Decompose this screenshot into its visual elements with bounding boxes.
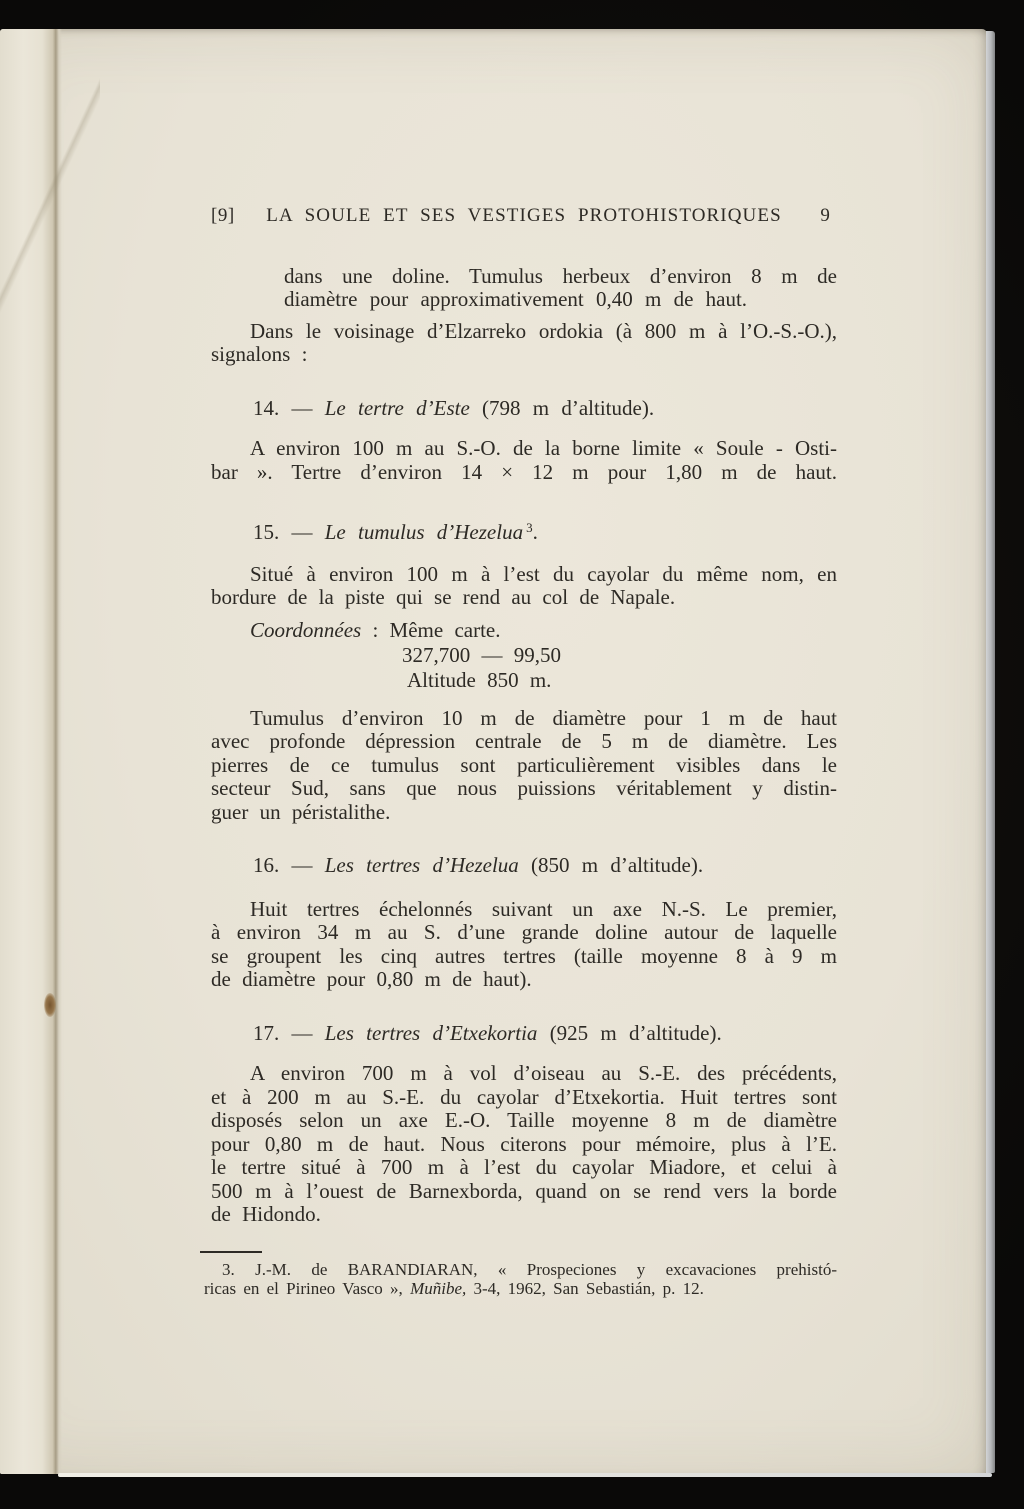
text-line: le tertre situé à 700 m à l’est du cayolar Miadore, et celui à xyxy=(211,1155,837,1179)
text-line: pour 0,80 m de haut. Nous citerons pour mémoire, plus à l’E. xyxy=(211,1131,837,1156)
page-stack-edge xyxy=(986,31,995,1473)
paragraph-intro xyxy=(211,320,837,367)
footnote xyxy=(204,1251,837,1299)
text-line: de Hidondo. xyxy=(211,1202,321,1226)
paragraph-section-15-description xyxy=(211,707,837,825)
text-line: A environ 100 m au S.-O. de la borne limite « Soule - Osti- xyxy=(250,436,837,460)
footnote-rule xyxy=(200,1251,262,1253)
header-bracket-number: [9] xyxy=(211,205,235,226)
footnote-text: 3-4, 1962, San Sebastián, p. 12. xyxy=(466,1279,704,1298)
paragraph-continuation xyxy=(284,265,837,312)
text-line: 500 m à l’ouest de Barnexborda, quand on se rend vers la borde xyxy=(211,1178,837,1203)
text-line: et à 200 m au S.-E. du cayolar d’Etxekortia. Huit tertres sont xyxy=(211,1084,837,1109)
page-bottom-edge xyxy=(58,1473,992,1477)
footnote-line: 3. J.-M. de BARANDIARAN, « Prospeciones y excavaciones prehistó- xyxy=(222,1259,837,1279)
section-title-suffix: (798 m d’altitude). xyxy=(469,395,655,420)
text-line: diamètre pour approximativement 0,40 m de haut. xyxy=(284,287,748,311)
paragraph-section-15 xyxy=(211,563,837,610)
section-title-italic: Les tertres d’Etxekortia xyxy=(324,1020,538,1045)
text-line: bordure de la piste qui se rend au col de Napale. xyxy=(211,585,676,609)
text-line: Tumulus d’environ 10 m de diamètre pour 1 m de haut xyxy=(250,705,837,730)
coordinates-label-line xyxy=(211,618,837,643)
footnote-text: ricas en el Pirineo Vasco », xyxy=(204,1279,411,1298)
section-title-italic: Le tertre d’Este xyxy=(324,395,470,420)
text-line: avec profonde dépression centrale de 5 m de diamètre. Les xyxy=(211,729,837,753)
text-line: A environ 700 m à vol d’oiseau au S.-E. des précédents, xyxy=(250,1061,837,1085)
section-number: 16. — xyxy=(253,853,325,877)
coordinates-values: 327,700 — 99,50 xyxy=(402,642,561,667)
text-line: disposés selon un axe E.-O. Taille moyenne 8 m de diamètre xyxy=(211,1108,837,1132)
header-title: LA SOULE ET SES VESTIGES PROTOHISTORIQUES xyxy=(266,205,782,226)
text-line: Dans le voisinage d’Elzarreko ordokia (à 800 m à l’O.-S.-O.), xyxy=(250,318,837,343)
section-number: 15. — xyxy=(253,520,325,544)
text-line: de diamètre pour 0,80 m de haut). xyxy=(211,967,532,991)
text-line: signalons : xyxy=(211,342,308,366)
section-number: 17. — xyxy=(253,1020,325,1045)
coordinates-label: Coordonnées xyxy=(250,617,362,642)
paragraph-section-17 xyxy=(211,1062,837,1227)
text-line: à environ 34 m au S. d’une grande doline autour de laquelle xyxy=(211,920,837,944)
page-text-block xyxy=(204,204,837,1299)
paragraph-section-14 xyxy=(211,437,837,484)
coordinates-block xyxy=(211,618,837,693)
paper-crease xyxy=(0,59,100,399)
section-title-italic: Le tumulus d’Hezelua xyxy=(324,520,524,544)
section-heading-15 xyxy=(253,516,837,545)
text-line: se groupent les cinq autres tertres (taille moyenne 8 à 9 m xyxy=(211,943,837,968)
header-page-number: 9 xyxy=(820,205,831,226)
text-line: Situé à environ 100 m à l’est du cayolar du même nom, en xyxy=(250,561,837,586)
text-line: bar ». Tertre d’environ 14 × 12 m pour 1,80 m de haut. xyxy=(211,459,837,484)
text-line: secteur Sud, sans que nous puissions véritablement y distin- xyxy=(211,776,837,800)
footnote-line xyxy=(204,1279,837,1299)
section-title-suffix: (850 m d’altitude). xyxy=(518,853,704,877)
coordinates-map: : Même carte. xyxy=(361,617,501,642)
section-heading-14 xyxy=(253,397,837,421)
section-title-suffix: . xyxy=(532,520,538,544)
text-line: pierres de ce tumulus sont particulièrement visibles dans le xyxy=(211,752,837,777)
section-title-suffix: (925 m d’altitude). xyxy=(537,1020,722,1045)
section-title-italic: Les tertres d’Hezelua xyxy=(324,853,519,877)
page-header xyxy=(211,204,837,228)
text-line: Huit tertres échelonnés suivant un axe N.-S. Le premier, xyxy=(250,896,837,921)
footnote-journal-italic: Muñibe, xyxy=(410,1279,467,1298)
section-heading-16 xyxy=(253,854,837,878)
section-number: 14. — xyxy=(253,395,325,420)
footnote-reference: 3 xyxy=(526,520,533,535)
text-line: dans une doline. Tumulus herbeux d’environ 8 m de xyxy=(284,263,837,288)
text-line: guer un péristalithe. xyxy=(211,799,391,824)
coordinates-altitude: Altitude 850 m. xyxy=(407,667,552,692)
section-heading-17 xyxy=(253,1022,837,1046)
paragraph-section-16 xyxy=(211,898,837,992)
ink-stain xyxy=(44,993,56,1017)
